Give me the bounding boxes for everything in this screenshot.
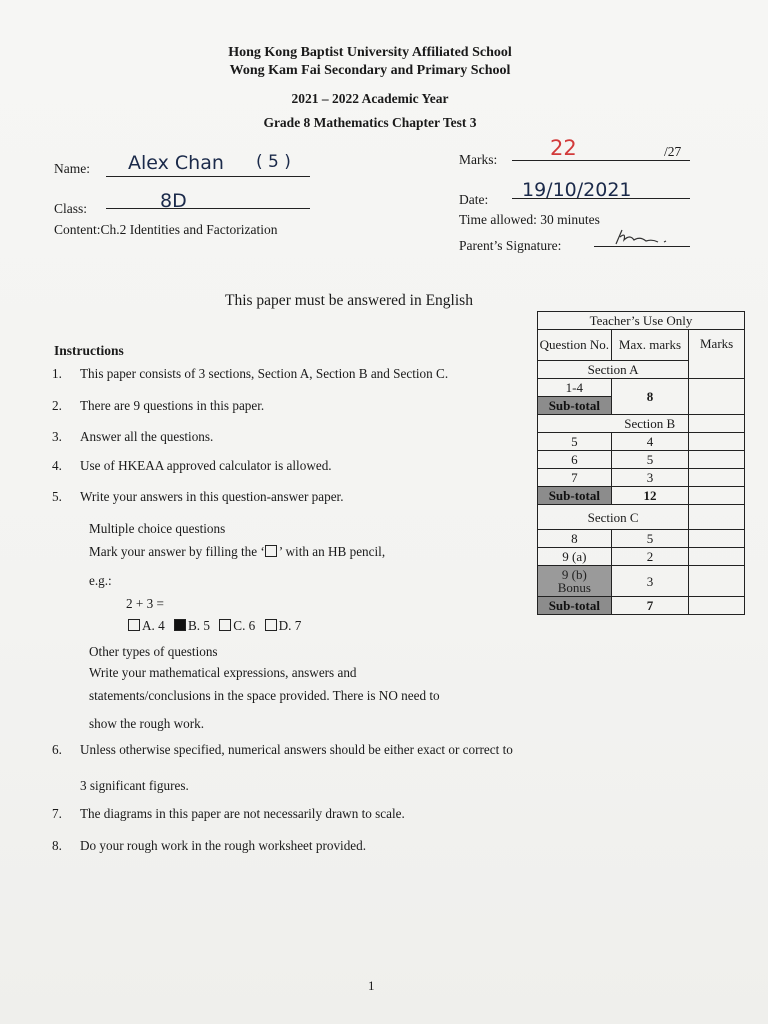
marks-cell[interactable]	[689, 597, 745, 615]
question-no: 9 (a)	[538, 548, 612, 566]
max-marks: 7	[611, 597, 689, 615]
table-row	[538, 505, 745, 530]
marks-cell[interactable]	[689, 469, 745, 487]
option-c: C. 6	[233, 618, 256, 633]
max-marks: 5	[611, 530, 689, 548]
date-value[interactable]: 19/10/2021	[522, 179, 632, 201]
instruction-text: The diagrams in this paper are not necessarily drawn to scale.	[80, 806, 405, 821]
example-label: e.g.:	[89, 573, 112, 588]
answer-box-icon	[265, 545, 277, 557]
table-row	[538, 330, 745, 361]
academic-year: 2021 – 2022 Academic Year	[291, 91, 449, 106]
instruction-text: Do your rough work in the rough worksheet provided.	[80, 838, 367, 853]
question-no: 8	[538, 530, 612, 548]
instruction-num: 7.	[52, 806, 62, 821]
subtotal-label: Sub-total	[538, 597, 612, 615]
marks-cell[interactable]	[689, 487, 745, 505]
name-value[interactable]: Alex Chan	[128, 152, 224, 174]
instruction-num: 3.	[52, 429, 62, 444]
test-title: Grade 8 Mathematics Chapter Test 3	[263, 115, 477, 130]
instruction-text: Unless otherwise specified, numerical answers should be either exact or correct to	[80, 742, 513, 757]
instruction-item-8	[0, 838, 640, 858]
instruction-text: 3 significant figures.	[80, 778, 189, 793]
table-row	[538, 312, 745, 330]
question-no: 5	[538, 433, 612, 451]
table-row	[538, 451, 745, 469]
instruction-text: There are 9 questions in this paper.	[80, 398, 265, 413]
col-max-header: Max. marks	[611, 330, 689, 361]
example-question: 2 + 3 =	[126, 596, 164, 611]
col-marks-header: Marks	[689, 330, 745, 379]
mc-instruction	[89, 544, 385, 560]
language-note: This paper must be answered in English	[225, 292, 473, 309]
question-no: 1-4	[538, 379, 612, 397]
instruction-text: Use of HKEAA approved calculator is allowed.	[80, 458, 332, 473]
content-label-text: Content:	[54, 222, 101, 237]
table-row	[538, 469, 745, 487]
table-row	[538, 487, 745, 505]
question-no: 9 (b)	[561, 567, 587, 582]
subtotal-label: Sub-total	[538, 397, 612, 415]
parent-signature-label: Parent’s Signature:	[459, 238, 562, 253]
marks-cell[interactable]	[689, 530, 745, 548]
other-line-2: statements/conclusions in the space provided. There is NO need to	[89, 688, 440, 703]
name-underline	[106, 176, 310, 177]
school-name-line1: Hong Kong Baptist University Affiliated School	[228, 45, 512, 60]
marks-total: /27	[664, 144, 682, 159]
option-a: A. 4	[142, 618, 165, 633]
empty-box-icon	[219, 619, 231, 631]
subtotal-label: Sub-total	[538, 487, 612, 505]
instruction-item-7	[0, 806, 640, 826]
content-label	[54, 222, 277, 238]
mc-instruction-post: ’ with an HB pencil,	[278, 544, 386, 559]
content-value: Ch.2 Identities and Factorization	[100, 222, 278, 237]
marks-cell[interactable]	[689, 379, 745, 415]
instruction-item-6	[0, 742, 640, 762]
filled-box-icon	[174, 619, 186, 631]
school-name-line2: Wong Kam Fai Secondary and Primary School	[229, 63, 511, 78]
max-marks: 5	[611, 451, 689, 469]
other-line-3: show the rough work.	[89, 716, 205, 731]
other-heading: Other types of questions	[89, 644, 218, 659]
instruction-item-4	[0, 458, 540, 478]
max-marks: 8	[611, 379, 689, 415]
marks-cell[interactable]	[689, 451, 745, 469]
marks-cell[interactable]	[689, 548, 745, 566]
class-value[interactable]: 8D	[160, 190, 187, 212]
date-label: Date:	[459, 192, 489, 207]
table-row	[538, 415, 745, 433]
instruction-num: 1.	[52, 366, 62, 381]
section-b-header: Section B	[611, 415, 689, 433]
class-label: Class:	[54, 201, 88, 216]
instruction-item-6-cont	[0, 778, 640, 798]
example-options	[128, 618, 301, 634]
empty-box-icon	[128, 619, 140, 631]
instruction-item-2	[0, 398, 540, 418]
question-no: 7	[538, 469, 612, 487]
table-row	[538, 597, 745, 615]
table-row	[538, 379, 745, 397]
section-a-header: Section A	[538, 361, 689, 379]
instruction-item-5	[0, 489, 540, 509]
class-number-value[interactable]: ( 5 )	[256, 152, 291, 172]
page-number: 1	[368, 978, 375, 993]
table-row	[538, 548, 745, 566]
table-row	[538, 530, 745, 548]
teacher-use-title: Teacher’s Use Only	[538, 312, 745, 330]
max-marks: 2	[611, 548, 689, 566]
mc-heading: Multiple choice questions	[89, 521, 226, 536]
instruction-text: Write your answers in this question-answer paper.	[80, 489, 344, 504]
instruction-num: 5.	[52, 489, 62, 504]
teacher-use-table	[537, 311, 745, 615]
table-row	[538, 433, 745, 451]
option-b: B. 5	[188, 618, 210, 633]
marks-label: Marks:	[459, 152, 498, 167]
other-line-1: Write your mathematical expressions, answers and	[89, 665, 357, 680]
time-allowed: Time allowed: 30 minutes	[459, 212, 600, 227]
marks-value[interactable]: 22	[550, 136, 577, 160]
max-marks: 3	[611, 469, 689, 487]
option-d: D. 7	[278, 618, 302, 633]
marks-cell[interactable]	[689, 433, 745, 451]
mc-instruction-pre: Mark your answer by filling the ‘	[89, 544, 265, 559]
parent-signature-scribble	[612, 228, 682, 246]
marks-cell[interactable]	[689, 566, 745, 597]
marks-underline	[512, 160, 690, 161]
col-question-header: Question No.	[538, 330, 612, 361]
signature-underline	[594, 246, 690, 247]
max-marks: 12	[611, 487, 689, 505]
table-row	[538, 566, 745, 597]
instruction-num: 4.	[52, 458, 62, 473]
marks-cell[interactable]	[689, 505, 745, 530]
instruction-item-1	[0, 366, 540, 386]
question-no-9b	[538, 566, 612, 597]
section-b-spacer	[538, 415, 612, 433]
empty-box-icon	[265, 619, 277, 631]
class-underline	[106, 208, 310, 209]
section-c-header: Section C	[538, 505, 689, 530]
instruction-num: 8.	[52, 838, 62, 853]
instructions-heading: Instructions	[54, 343, 124, 358]
instruction-text: Answer all the questions.	[80, 429, 214, 444]
max-marks: 3	[611, 566, 689, 597]
instruction-text: This paper consists of 3 sections, Section A, Section B and Section C.	[80, 366, 449, 381]
name-label: Name:	[54, 161, 90, 176]
question-no: 6	[538, 451, 612, 469]
max-marks: 4	[611, 433, 689, 451]
instruction-num: 6.	[52, 742, 62, 757]
instruction-item-3	[0, 429, 540, 449]
instruction-num: 2.	[52, 398, 62, 413]
marks-cell[interactable]	[689, 415, 745, 433]
bonus-label: Bonus	[557, 580, 591, 595]
